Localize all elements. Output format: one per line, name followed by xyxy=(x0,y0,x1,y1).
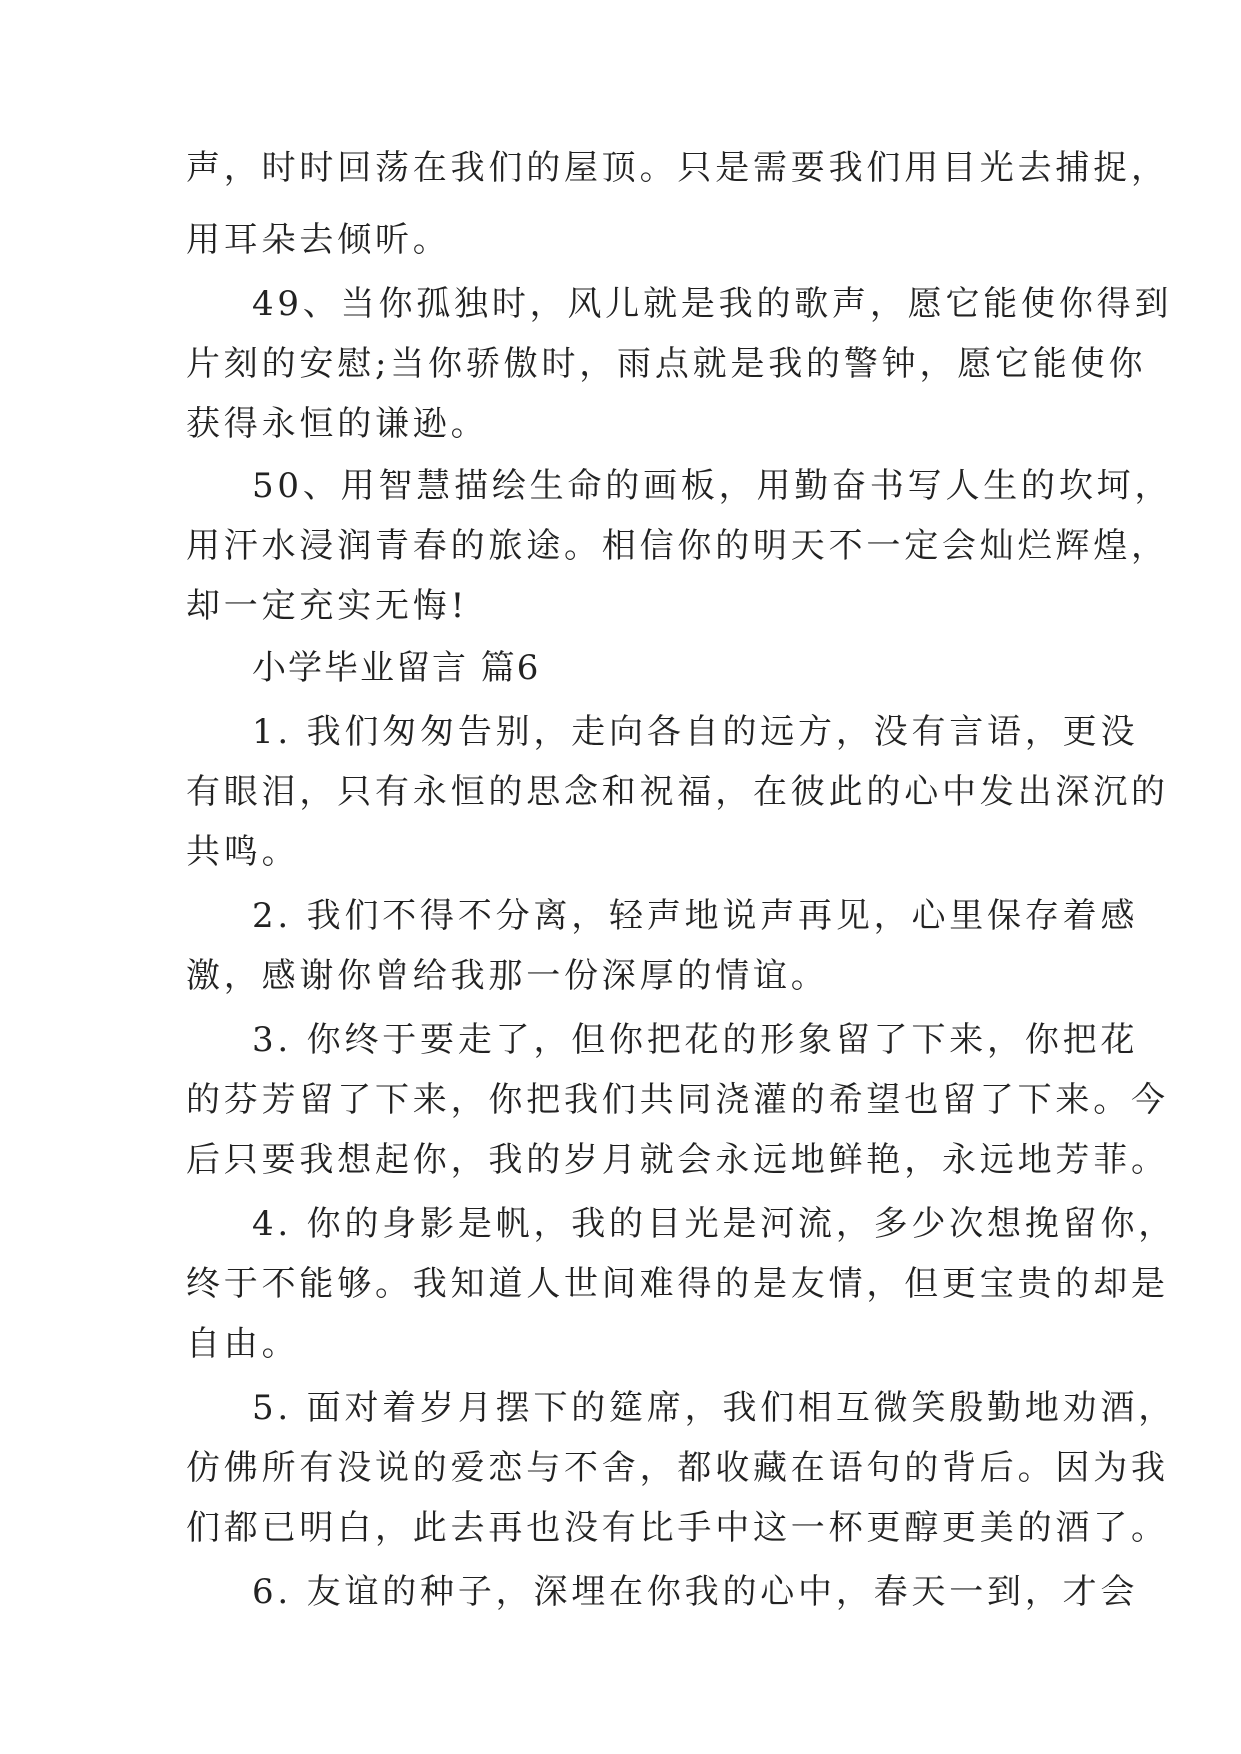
text-line: 5. 面对着岁月摆下的筵席，我们相互微笑殷勤地劝酒， xyxy=(252,1388,1177,1428)
section-heading: 小学毕业留言 篇6 xyxy=(252,648,541,688)
text-line: 激，感谢你曾给我那一份深厚的情谊。 xyxy=(186,956,829,996)
text-line: 2. 我们不得不分离，轻声地说声再见，心里保存着感 xyxy=(252,896,1139,936)
text-line: 50、用智慧描绘生命的画板，用勤奋书写人生的坎坷， xyxy=(252,466,1173,506)
text-line: 片刻的安慰;当你骄傲时，雨点就是我的警钟，愿它能使你 xyxy=(186,344,1147,384)
text-line: 仿佛所有没说的爱恋与不舍，都收藏在语句的背后。因为我 xyxy=(186,1448,1169,1488)
text-line: 获得永恒的谦逊。 xyxy=(186,404,489,444)
text-line: 声，时时回荡在我们的屋顶。只是需要我们用目光去捕捉， xyxy=(186,148,1169,188)
text-line: 4. 你的身影是帆，我的目光是河流，多少次想挽留你， xyxy=(252,1204,1177,1244)
text-line: 有眼泪，只有永恒的思念和祝福，在彼此的心中发出深沉的 xyxy=(186,772,1169,812)
text-line: 自由。 xyxy=(186,1324,300,1364)
text-line: 的芬芳留了下来，你把我们共同浇灌的希望也留了下来。今 xyxy=(186,1080,1169,1120)
text-line: 们都已明白，此去再也没有比手中这一杯更醇更美的酒了。 xyxy=(186,1508,1169,1548)
text-line: 1. 我们匆匆告别，走向各自的远方，没有言语，更没 xyxy=(252,712,1139,752)
text-line: 3. 你终于要走了，但你把花的形象留了下来，你把花 xyxy=(252,1020,1139,1060)
text-line: 后只要我想起你，我的岁月就会永远地鲜艳，永远地芳菲。 xyxy=(186,1140,1169,1180)
text-line: 49、当你孤独时，风儿就是我的歌声，愿它能使你得到 xyxy=(252,284,1173,324)
text-line: 用汗水浸润青春的旅途。相信你的明天不一定会灿烂辉煌， xyxy=(186,526,1169,566)
text-line: 终于不能够。我知道人世间难得的是友情，但更宝贵的却是 xyxy=(186,1264,1169,1304)
text-line: 却一定充实无悔! xyxy=(186,586,469,626)
text-line: 共鸣。 xyxy=(186,832,300,872)
text-line: 用耳朵去倾听。 xyxy=(186,220,451,260)
text-line: 6. 友谊的种子，深埋在你我的心中，春天一到，才会 xyxy=(252,1572,1139,1612)
